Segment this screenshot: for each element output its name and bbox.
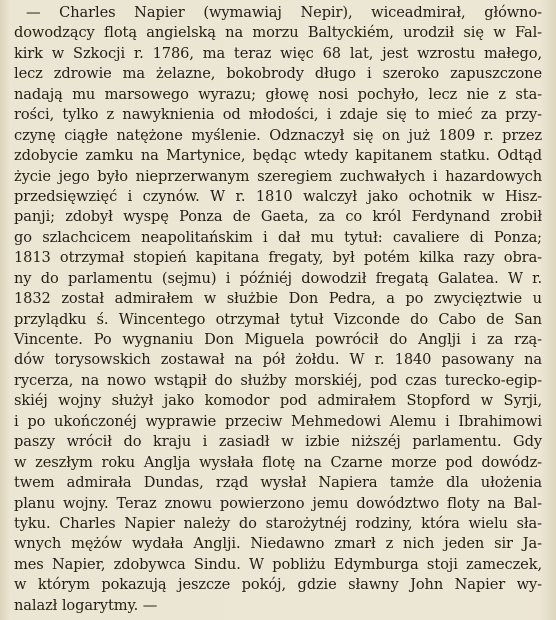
text-line: ny do parlamentu (sejmu) i późniéj dowodził fregatą Galatea. W r. bbox=[14, 269, 542, 287]
text-line: zdobycie zamku na Martynice, będąc wtedy kapitanem statku. Odtąd bbox=[14, 147, 542, 165]
text-line: paszy wrócił do kraju i zasiadł w izbie niższéj parlamentu. Gdy bbox=[14, 433, 542, 451]
text-line: przylądku ś. Wincentego otrzymał tytuł Vizconde do Cabo de San bbox=[14, 310, 542, 328]
text-line: życie jego było nieprzerwanym szeregiem zuchwałych i hazardowych bbox=[14, 167, 542, 185]
text-line: dów torysowskich zostawał na pół żołdu. W r. 1840 pasowany na bbox=[14, 351, 542, 369]
text-line: planu wojny. Teraz znowu powierzono jemu dowództwo floty na Bal- bbox=[14, 494, 542, 512]
article-text bbox=[14, 3, 542, 616]
text-line: 1813 otrzymał stopień kapitana fregaty, był potém kilka razy obra- bbox=[14, 249, 542, 267]
text-line: w którym pokazują jeszcze pokój, gdzie sławny John Napier wy- bbox=[14, 576, 542, 594]
text-line: tyku. Charles Napier należy do starożytnéj rodziny, która wielu sła- bbox=[14, 514, 542, 532]
text-line: rycerza, na nowo wstąpił do służby morskiéj, pod czas turecko-egip- bbox=[14, 371, 542, 389]
text-line: Vincente. Po wygnaniu Don Miguela powrócił do Anglji i za rzą- bbox=[14, 331, 542, 348]
text-line: kirk w Szkocji r. 1786, ma teraz więc 68 lat, jest wzrostu małego, bbox=[14, 44, 542, 62]
text-line: go szlachcicem neapolitańskim i dał mu tytuł: cavaliere di Ponza; bbox=[14, 228, 542, 246]
text-line: dowodzący flotą angielską na morzu Baltyckiém, urodził się w Fal- bbox=[14, 24, 542, 42]
text-line: nadają mu marsowego wyrazu; głowę nosi pochyło, lecz nie z sta- bbox=[14, 85, 542, 103]
text-line: panji; zdobył wyspę Ponza de Gaeta, za co król Ferdynand zrobił bbox=[14, 208, 542, 226]
text-line: czynę ciągłe natężone myślenie. Odznaczył się on już 1809 r. przez bbox=[14, 126, 542, 144]
text-line: wnych mężów wydała Anglji. Niedawno zmarł z nich jeden sir Ja- bbox=[14, 535, 542, 553]
text-line: lecz zdrowie ma żelazne, bokobrody długo i szeroko zapuszczone bbox=[14, 65, 542, 83]
text-line: nalazł logarytmy. — bbox=[14, 596, 158, 614]
text-line: rości, tylko z nawyknienia od młodości, i zdaje się to mieć za przy- bbox=[14, 106, 542, 124]
text-line: mes Napier, zdobywca Sindu. W pobliżu Edymburga stoji zameczek, bbox=[14, 555, 542, 573]
text-line: twem admirała Dundas, rząd wysłał Napiera tamże dla ułożenia bbox=[14, 474, 542, 492]
text-line: — Charles Napier (wymawiaj Nepir), wiceadmirał, główno- bbox=[26, 4, 542, 21]
text-line: i po ukończonéj wyprawie przeciw Mehmedowi Alemu i Ibrahimowi bbox=[14, 412, 542, 430]
text-line: w zeszłym roku Anglja wysłała flotę na Czarne morze pod dowódz- bbox=[14, 453, 542, 471]
text-line: 1832 został admirałem w służbie Don Pedra, a po zwycięztwie u bbox=[14, 290, 542, 308]
text-line: przedsięwzięć i czynów. W r. 1810 walczył jako ochotnik w Hisz- bbox=[14, 187, 542, 205]
text-line: skiéj wojny służył jako komodor pod admirałem Stopford w Syrji, bbox=[14, 392, 542, 410]
